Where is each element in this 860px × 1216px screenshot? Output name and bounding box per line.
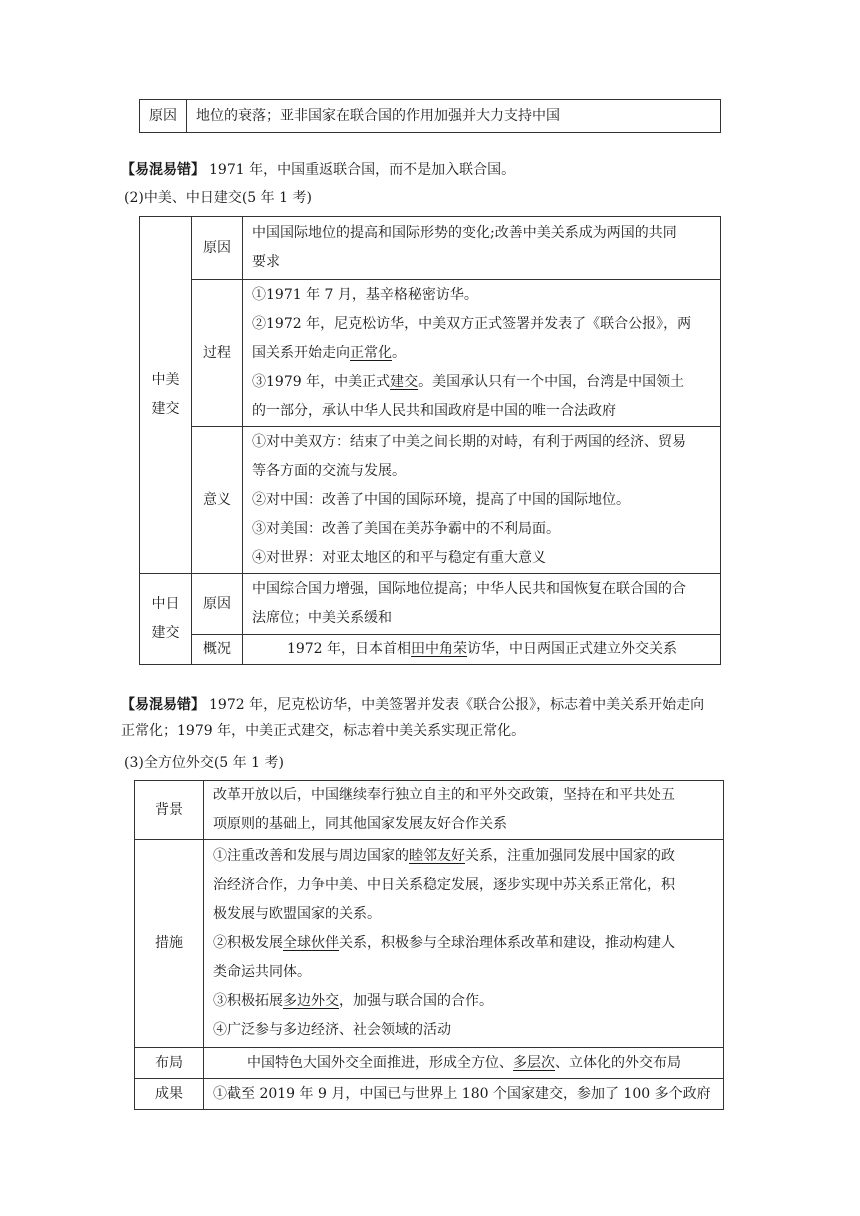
group-label-line: 中美	[151, 372, 180, 388]
row-content-process	[243, 280, 721, 427]
row-label-layout	[135, 1048, 204, 1079]
content-line	[213, 842, 715, 871]
text-fragment: 国关系开始走向	[252, 344, 350, 361]
cell-text: 原因	[149, 107, 177, 124]
text-fragment: ，加强与联合国的合作。	[339, 993, 493, 1009]
cell-text: 背景	[155, 801, 183, 818]
content-line: 类命运共同体。	[213, 964, 311, 980]
row-label-background	[135, 781, 204, 840]
content-line: ②对中国：改善了中国的国际环境，提高了中国的国际地位。	[252, 491, 630, 508]
text-fragment: 访华，中日两国正式建立外交关系	[467, 641, 678, 657]
text-fragment: 1972 年，日本首相	[286, 641, 412, 657]
row-content-reason	[243, 217, 721, 280]
group-label-line: 建交	[151, 401, 180, 417]
cell-text: 地位的衰落；亚非国家在联合国的作用加强并大力支持中国	[196, 107, 560, 124]
row-label-reason	[140, 100, 187, 133]
content-line: 极发展与欧盟国家的关系。	[213, 906, 381, 922]
group-label-sino-us	[140, 217, 192, 574]
text-fragment: ③1979 年，中美正式	[252, 373, 391, 390]
content-line	[252, 368, 712, 397]
table-omnidirectional-diplomacy	[134, 780, 724, 1110]
content-line: 的一部分，承认中华人民共和国政府是中国的唯一合法政府	[252, 402, 616, 419]
row-label-significance	[192, 427, 243, 574]
content-line	[213, 987, 715, 1016]
text-fragment: ②积极发展	[213, 935, 283, 951]
content-line: 项原则的基础上，同其他国家发展友好合作关系	[213, 816, 507, 832]
content-line: ④广泛参与多边经济、社会领域的活动	[213, 1022, 451, 1038]
table-row	[135, 781, 724, 840]
cell-text: 意义	[203, 491, 231, 508]
tip-confusion-2	[121, 692, 704, 744]
row-label-measures	[135, 840, 204, 1048]
content-line: 改革开放以后，中国继续奉行独立自主的和平外交政策，坚持在和平共处五	[213, 787, 675, 803]
row-content-significance	[243, 427, 721, 574]
table-row	[135, 1048, 724, 1079]
text-fragment: 关系，注重加强同发展中国家的政	[465, 848, 675, 864]
content-line: ①对中美双方：结束了中美之间长期的对峙，有利于两国的经济、贸易	[252, 433, 686, 450]
table-continuation	[139, 99, 721, 133]
row-label-process	[192, 280, 243, 427]
tip-confusion-1	[121, 159, 515, 181]
underlined-keyword: 全球伙伴	[283, 935, 339, 951]
cell-text: 布局	[155, 1054, 183, 1071]
group-label-line: 中日	[151, 596, 180, 612]
group-label-line: 建交	[151, 625, 180, 641]
table-sino-us-japan-relations	[139, 216, 721, 665]
cell-text: 概况	[203, 641, 231, 657]
underlined-keyword: 建交	[390, 373, 419, 390]
text-fragment: 关系，积极参与全球治理体系改革和建设，推动构建人	[339, 935, 675, 951]
cell-text: 成果	[155, 1085, 183, 1102]
content-line: 等各方面的交流与发展。	[252, 462, 406, 479]
text-fragment: 中国特色大国外交全面推进，形成全方位、	[247, 1054, 513, 1071]
content-line: 中国综合国力增强，国际地位提高；中华人民共和国恢复在联合国的合	[252, 581, 686, 597]
content-line: ①1971 年 7 月，基辛格秘密访华。	[252, 286, 478, 303]
cell-text: 过程	[203, 344, 231, 361]
cell-text: 原因	[203, 595, 231, 612]
underlined-keyword: 田中角荣	[411, 641, 468, 657]
table-row	[140, 635, 721, 665]
row-content-reason	[187, 100, 721, 133]
table-row	[140, 100, 721, 133]
content-line: 中国国际地位的提高和国际形势的变化;改善中美关系成为两国的共同	[252, 225, 677, 241]
underlined-keyword: 多层次	[513, 1054, 555, 1071]
underlined-keyword: 多边外交	[283, 993, 339, 1009]
row-content-background	[204, 781, 724, 840]
content-line: ③对美国：改善了美国在美苏争霸中的不利局面。	[252, 520, 560, 537]
tip-text: 正常化；1979 年，中美正式建交，标志着中美关系实现正常化。	[121, 723, 526, 739]
table-row	[135, 1079, 724, 1110]
section-heading-sino-us-japan: (2)中美、中日建交(5 年 1 考)	[124, 190, 312, 206]
content-line	[213, 929, 715, 958]
table-row	[140, 280, 721, 427]
text-fragment: 。美国承认只有一个中国，台湾是中国领土	[418, 373, 685, 390]
group-label-sino-jp	[140, 574, 192, 665]
tip-text: 1971 年，中国重返联合国，而不是加入联合国。	[209, 162, 516, 178]
text-fragment: ①注重改善和发展与周边国家的	[213, 848, 409, 864]
row-content-layout	[204, 1048, 724, 1079]
content-line: 要求	[252, 254, 280, 270]
table-row	[140, 427, 721, 574]
row-content-results	[204, 1079, 724, 1110]
text-fragment: 、立体化的外交布局	[555, 1054, 681, 1071]
content-line: ②1972 年，尼克松访华，中美双方正式签署并发表了《联合公报》，两	[252, 315, 692, 332]
content-line: 法席位；中美关系缓和	[252, 610, 392, 626]
row-label-reason	[192, 217, 243, 280]
section-heading-omnidirectional-diplomacy: (3)全方位外交(5 年 1 考)	[124, 755, 284, 771]
row-label-results	[135, 1079, 204, 1110]
tip-line	[121, 692, 704, 718]
tip-text: 1972 年，尼克松访华，中美签署并发表《联合公报》，标志着中美关系开始走向	[209, 697, 705, 713]
row-content-reason	[243, 574, 721, 635]
cell-text: 原因	[203, 239, 231, 256]
row-label-reason	[192, 574, 243, 635]
cell-text: 措施	[155, 935, 183, 951]
content-line: ①截至 2019 年 9 月，中国已与世界上 180 个国家建交，参加了 100 多个政府	[213, 1085, 711, 1102]
content-line: ④对世界：对亚太地区的和平与稳定有重大意义	[252, 549, 546, 566]
tip-heading: 【易混易错】	[121, 162, 205, 178]
text-fragment: 。	[392, 344, 406, 361]
content-line	[252, 339, 712, 368]
table-row	[135, 840, 724, 1048]
row-content-overview	[243, 635, 721, 665]
table-row	[140, 574, 721, 635]
tip-heading: 【易混易错】	[121, 697, 205, 713]
underlined-keyword: 正常化	[350, 344, 392, 361]
row-label-overview	[192, 635, 243, 665]
content-line: 治经济合作，力争中美、中日关系稳定发展，逐步实现中苏关系正常化，积	[213, 877, 675, 893]
underlined-keyword: 睦邻友好	[409, 848, 465, 864]
text-fragment: ③积极拓展	[213, 993, 283, 1009]
row-content-measures	[204, 840, 724, 1048]
table-row	[140, 217, 721, 280]
